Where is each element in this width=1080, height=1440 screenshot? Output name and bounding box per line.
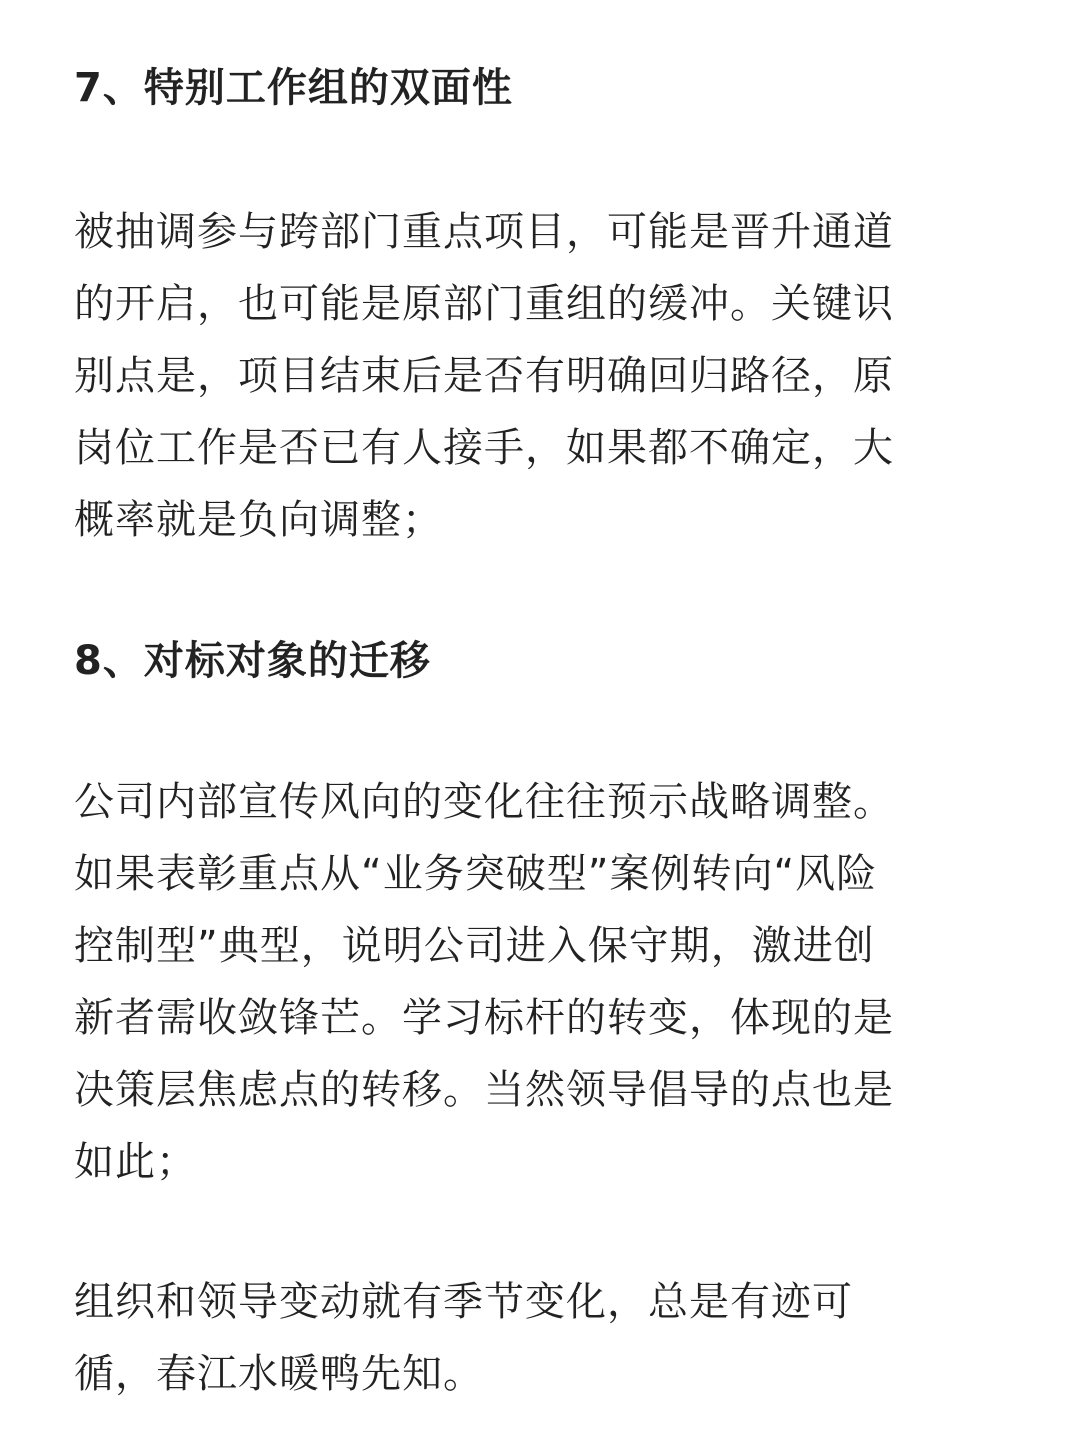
section-7-body (74, 196, 894, 556)
section-8-line: 如此； (74, 1139, 197, 1185)
section-8-line: 决策层焦虑点的转移。当然领导倡导的点也是 (74, 1067, 894, 1113)
section-7-line: 被抽调参与跨部门重点项目，可能是晋升通道 (74, 209, 894, 255)
section-7-line: 概率就是负向调整； (74, 497, 443, 543)
section-7-line: 的开启，也可能是原部门重组的缓冲。关键识 (74, 281, 894, 327)
section-7-heading: 7、特别工作组的双面性 (74, 65, 513, 111)
closing-line: 循，春江水暖鸭先知。 (74, 1351, 484, 1397)
closing-paragraph (74, 1266, 853, 1410)
section-8-heading: 8、对标对象的迁移 (74, 638, 431, 684)
section-7-line: 别点是，项目结束后是否有明确回归路径，原 (74, 353, 894, 399)
section-8-line: 公司内部宣传风向的变化往往预示战略调整。 (74, 779, 894, 825)
section-8-line: 控制型”典型，说明公司进入保守期，激进创 (74, 923, 875, 969)
section-7-line: 岗位工作是否已有人接手，如果都不确定，大 (74, 425, 894, 471)
section-8-body (74, 766, 894, 1198)
section-8-line: 如果表彰重点从“业务突破型”案例转向“风险 (74, 851, 878, 897)
section-8-line: 新者需收敛锋芒。学习标杆的转变，体现的是 (74, 995, 894, 1041)
closing-line: 组织和领导变动就有季节变化，总是有迹可 (74, 1279, 853, 1325)
